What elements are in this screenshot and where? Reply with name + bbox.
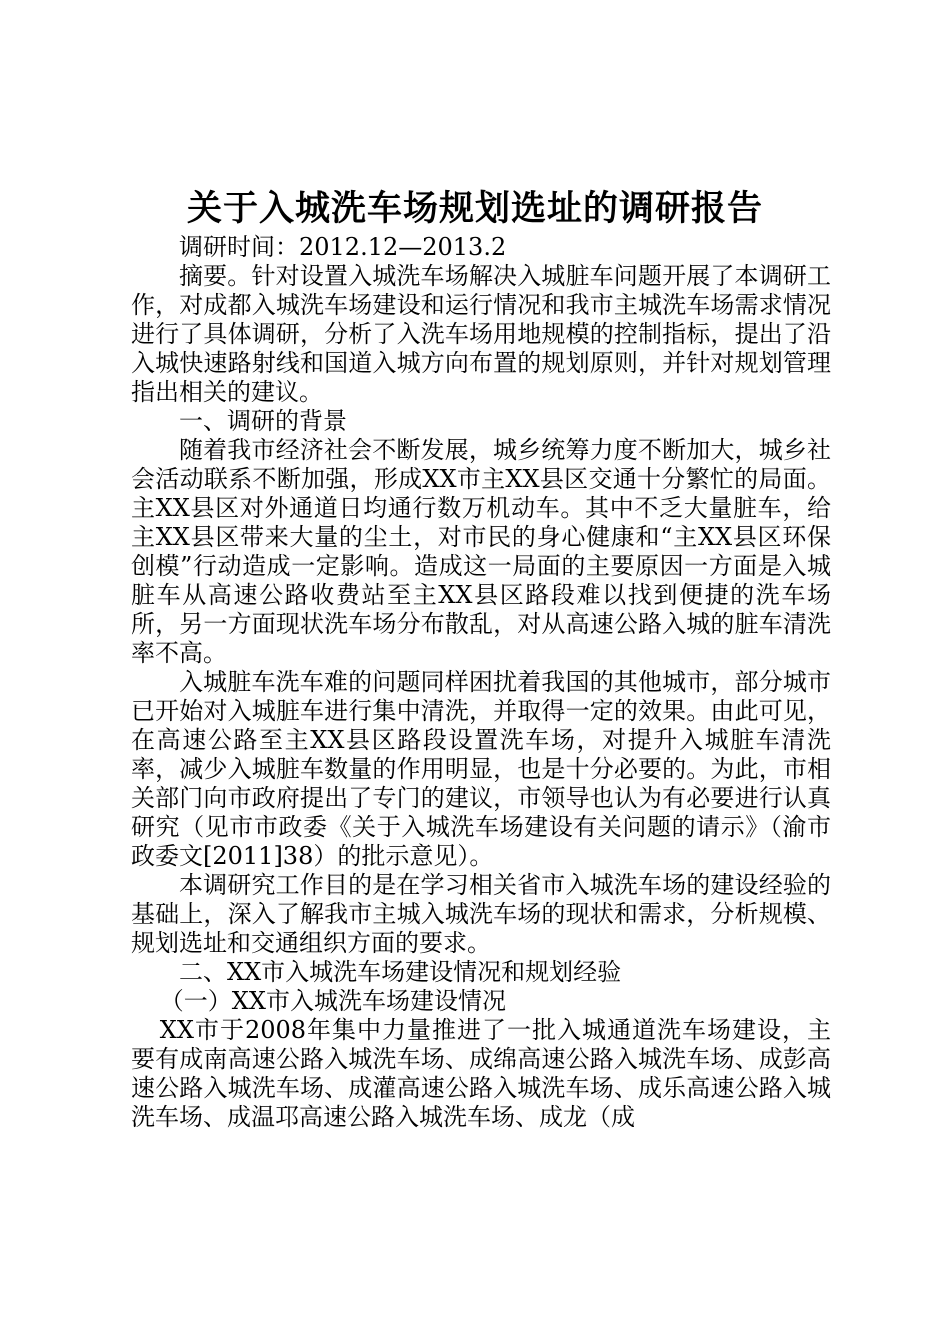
survey-time: 调研时间：2012.12—2013.2 — [179, 233, 507, 261]
document-title: 关于入城洗车场规划选址的调研报告 — [186, 188, 763, 229]
section-heading-background: 一、调研的背景 — [179, 407, 347, 435]
body-paragraph: 随着我市经济社会不断发展，城乡统筹力度不断加大，城乡社会活动联系不断加强，形成XX市主XX县区交通十分繁忙的局面。主XX县区对外通道日均通行数万机动车。其中不乏大量脏车，给主XX县区带来大量的尘土，对市民的身心健康和“主XX县区环保创模”行动造成一定影响。造成这一局面的主要原因一方面是入城脏车从高速公路收费站至主XX县区路段难以找到便捷的洗车场所，另一方面现状洗车场分布散乱，对从高速公路入城的脏车清洗率不高。 — [131, 436, 831, 667]
document-body — [131, 233, 831, 1132]
abstract-paragraph: 摘要。针对设置入城洗车场解决入城脏车问题开展了本调研工作，对成都入城洗车场建设和运行情况和我市主城洗车场需求情况进行了具体调研，分析了入洗车场用地规模的控制指标，提出了沿入城快速路射线和国道入城方向布置的规划原则，并针对规划管理指出相关的建议。 — [131, 262, 831, 406]
body-paragraph: XX市于2008年集中力量推进了一批入城通道洗车场建设，主要有成南高速公路入城洗车场、成绵高速公路入城洗车场、成彭高速公路入城洗车场、成灌高速公路入城洗车场、成乐高速公路入城洗车场、成温邛高速公路入城洗车场、成龙（成 — [131, 1016, 831, 1131]
body-paragraph: 入城脏车洗车难的问题同样困扰着我国的其他城市，部分城市已开始对入城脏车进行集中清洗，并取得一定的效果。由此可见，在高速公路至主XX县区路段设置洗车场，对提升入城脏车清洗率，减少入城脏车数量的作用明显，也是十分必要的。为此，市相关部门向市政府提出了专门的建议，市领导也认为有必要进行认真研究（见市市政委《关于入城洗车场建设有关问题的请示》（渝市政委文[2011]38）的批示意见）。 — [131, 668, 831, 870]
body-paragraph: 本调研究工作目的是在学习相关省市入城洗车场的建设经验的基础上，深入了解我市主城入城洗车场的现状和需求，分析规模、规划选址和交通组织方面的要求。 — [131, 871, 831, 957]
section-heading-construction: 二、XX市入城洗车场建设情况和规划经验 — [179, 958, 622, 986]
subsection-heading: （一）XX市入城洗车场建设情况 — [159, 987, 506, 1015]
